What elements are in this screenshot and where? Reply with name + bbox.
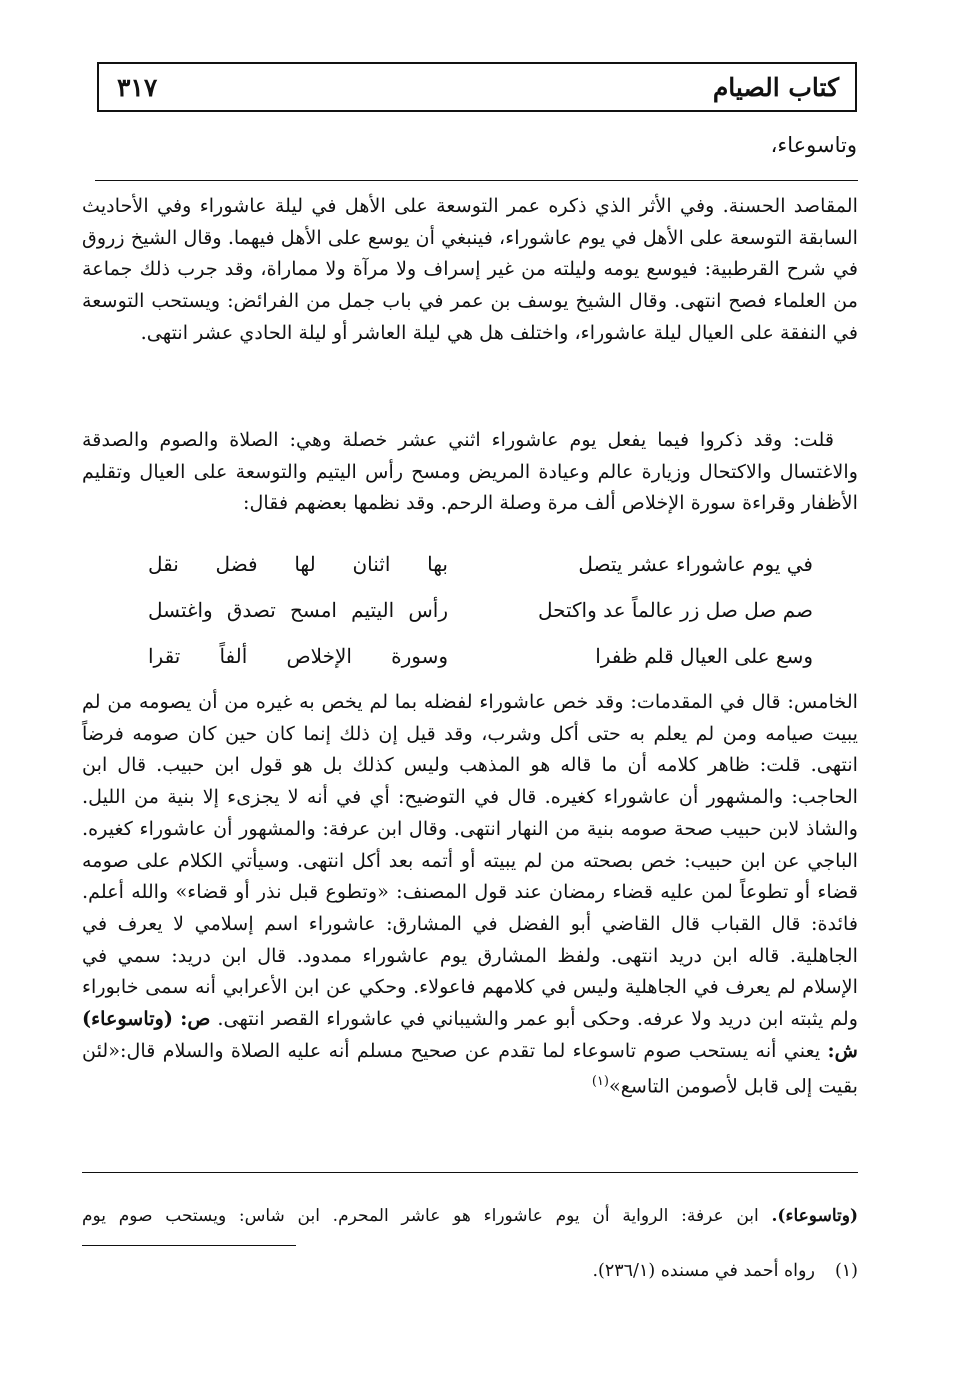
paragraph-segment: الخامس: قال في المقدمات: وقد خص عاشوراء لفضله بما لم يخص به غيره من أن يصومه من لم يبيت صيامه ومن لم يعلم به حتى أكل وشرب، وقد قيل إن ذلك إنما كان حين كان صومه فرضاً انتهى. قلت: ظاهر كلامه أن ما قاله هو المذهب وليس كذلك بل هو قول ابن حبيب. قال ابن الحاجب: والمشهور أن عاشوراء كغيره. قال في التوضيح: أي في أنه لا يجزىء إلا بنية من الليل. والشاذ لابن حبيب صحة صومه بنية من النهار انتهى. وقال ابن عرفة: والمشهور أن عاشوراء كغيره. الباجي عن ابن حبيب: خص بصحته من لم يبيته أو أتمه بعد أكل انتهى. وسيأتي الكلام على صومه قضاء أو تطوعاً لمن عليه قضاء رمضان عند قول المصنف:	[82, 690, 859, 904]
footnote	[82, 1257, 858, 1285]
paragraph-segment: يعني أنه يستحب صوم تاسوعاء لما تقدم عن صحيح مسلم أنه عليه الصلاة والسلام قال:	[119, 1038, 821, 1062]
hadith-quote: «لئن بقيت إلى قابل لأصومن التاسع»	[82, 1038, 858, 1098]
poem-verse-2	[82, 590, 858, 636]
verse-first-hemistich: في يوم عاشوراء عشر يتصل	[578, 552, 813, 576]
verse-second-hemistich: رأس اليتيم امسح تصدق واغتسل	[148, 598, 448, 622]
footnote-number: (١)	[834, 1261, 858, 1281]
page-number: ٣١٧	[117, 73, 158, 102]
matn-text: وتاسوعاء،	[770, 133, 857, 157]
verse-second-hemistich: وسورة الإخلاص ألفاً تقرا	[148, 644, 448, 668]
footnote-reference: (١)	[591, 1074, 609, 1090]
section-divider	[95, 180, 858, 181]
commentary-paragraph-2	[82, 424, 858, 519]
lower-commentary	[82, 1202, 858, 1230]
footnote-divider	[82, 1245, 296, 1246]
commentary-paragraph-3	[82, 686, 858, 1103]
poem	[82, 544, 858, 682]
poem-verse-1	[82, 544, 858, 590]
matn-label: ص: (وتاسوعاء) ش:	[82, 1007, 858, 1062]
paragraph-segment: والله أعلم. فائدة: قال القباب قال القاضي أبو الفضل في المشارق: عاشوراء اسم إسلامي لا يعرف في الجاهلية. قاله ابن دريد انتهى. ولفظ المشارق يوم عاشوراء ممدود. قال ابن دريد: سمي في الإسلام لم يعرف في الجاهلية وليس في كلامهم فاعولاء. وحكي عن ابن الأعرابي أنه سمى خابوراء ولم يثبته ابن دريد ولا عرفه. وحكى أبو عمر والشيباني في عاشوراء القصر انتهى.	[82, 880, 858, 1031]
lower-commentary-text: ابن عرفة: الرواية أن يوم عاشوراء هو عاشر المحرم. ابن شاس: ويستحب صوم يوم	[82, 1206, 759, 1226]
verse-second-hemistich: بها اثنان لها فضل نقل	[148, 552, 448, 576]
section-divider	[82, 1172, 858, 1173]
commentary-paragraph-1	[82, 190, 858, 349]
quoted-matn: «وتطوع قبل نذر أو قضاء»	[175, 880, 389, 904]
paragraph-text: قلت: وقد ذكروا فيما يفعل يوم عاشوراء اثني عشر خصلة وهي: الصلاة والصوم والصدقة والاغتسال والاكتحال وزيارة عالم وعيادة المريض ومسح رأس اليتيم والتوسعة على العيال وتقليم الأظفار وقراءة سورة الإخلاص ألف مرة وصلة الرحم. وقد نظمها بعضهم فقال:	[82, 428, 858, 515]
poem-verse-3	[82, 636, 858, 682]
page-header	[97, 62, 857, 112]
book-title: كتاب الصيام	[712, 73, 839, 102]
paragraph-text	[82, 686, 858, 1103]
verse-first-hemistich: صم صل صل زر عالماً عد واكتحل	[537, 598, 813, 622]
lower-commentary-label: (وتاسوعاء).	[771, 1206, 858, 1226]
footnote-text: رواه أحمد في مسنده (٢٣٦/١).	[592, 1261, 815, 1281]
paragraph-text: المقاصد الحسنة. وفي الأثر الذي ذكره عمر التوسعة على الأهل في ليلة عاشوراء وفي الأحاديث السابقة التوسعة على الأهل في يوم عاشوراء، فينبغي أن يوسع على الأهل فيهما. وقال الشيخ زروق في شرح القرطبية: فيوسع يومه وليلته من غير إسراف ولا مرآة ولا مماراة، وقد جرب ذلك جماعة من العلماء فصح انتهى. وقال الشيخ يوسف بن عمر في باب جمل من الفرائض: ويستحب التوسعة في النفقة على العيال ليلة عاشوراء، واختلف هل هي ليلة العاشر أو ليلة الحادي عشر انتهى.	[82, 194, 858, 344]
verse-first-hemistich: وسع على العيال قلم ظفرا	[595, 644, 813, 668]
